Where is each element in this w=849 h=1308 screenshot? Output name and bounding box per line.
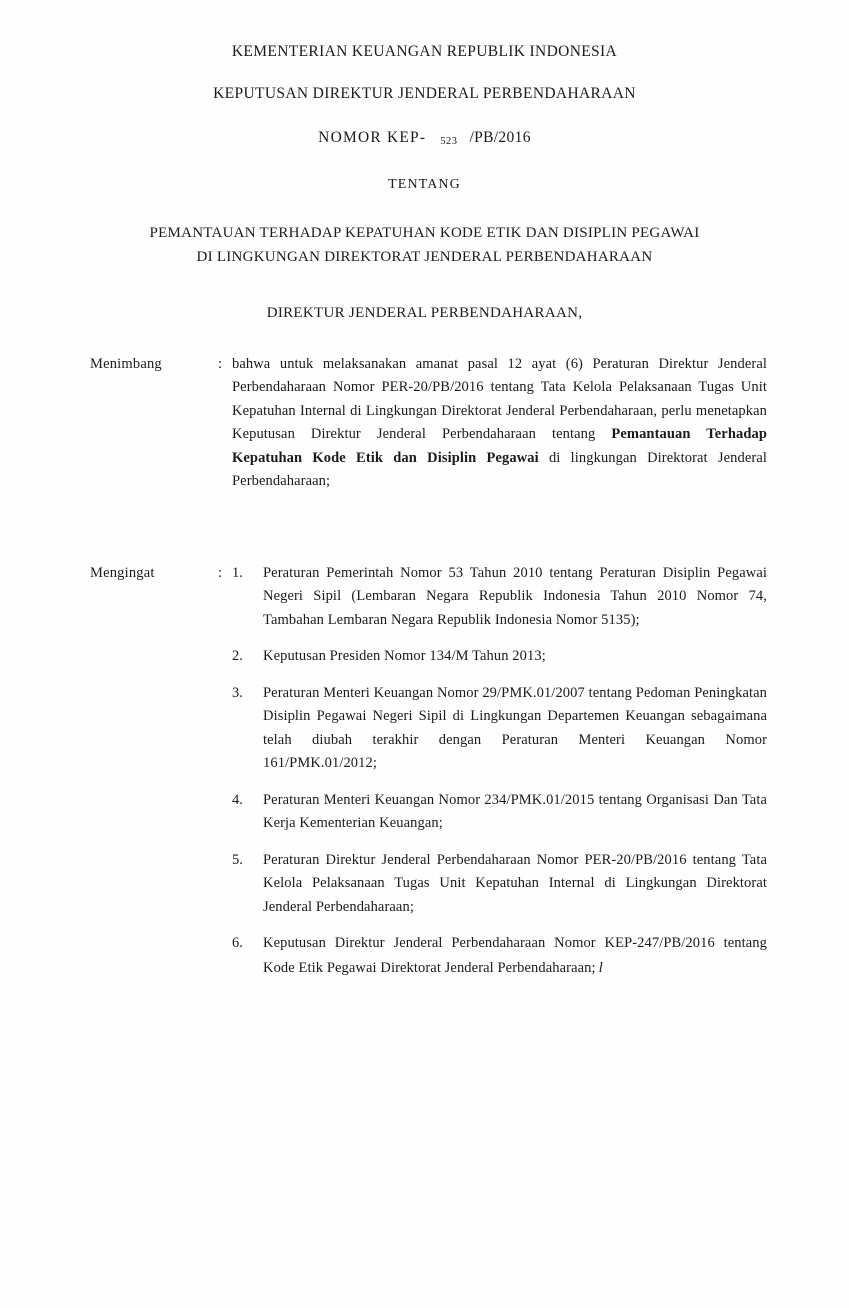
list-item-marker: 5.	[232, 851, 243, 868]
list-item-marker: 6.	[232, 935, 243, 952]
list-item-text: Keputusan Presiden Nomor 134/M Tahun 2013;	[263, 648, 546, 665]
list-item-text: Peraturan Menteri Keuangan Nomor 234/PMK.01/2015 tentang Organisasi Dan Tata Kerja Kementerian Keuangan;	[263, 791, 767, 832]
menimbang-text	[232, 353, 767, 494]
mengingat-clause	[90, 562, 767, 980]
menimbang-text-part-2: di lingkungan Direktorat Jenderal Perbendaharaan;	[232, 449, 767, 490]
list-item-marker: 4.	[232, 791, 243, 808]
menimbang-text-part-1: bahwa untuk melaksanakan amanat pasal 12 ayat (6) Peraturan Direktur Jenderal Perbendaharaan Nomor PER-20/PB/2016 tentang Tata Kelola Pelaksanaan Tugas Unit Kepatuhan Internal di Lingkungan Direktorat Jenderal Perbendaharaan, perlu menetapkan Keputusan Direktur Jenderal Perbendaharaan tentang	[232, 356, 767, 443]
document-subject	[0, 222, 849, 269]
tentang-label: TENTANG	[388, 177, 461, 192]
list-item	[232, 682, 767, 776]
menimbang-text-emphasis: Pemantauan Terhadap Kepatuhan Kode Etik dan Disiplin Pegawai	[232, 426, 768, 466]
list-item	[232, 789, 767, 836]
mengingat-colon: :	[218, 565, 223, 581]
list-item-text: Peraturan Menteri Keuangan Nomor 29/PMK.01/2007 tentang Pedoman Peningkatan Disiplin Pegawai Negeri Sipil di Lingkungan Departemen Keuangan sebagaimana telah diubah terakhir dengan Peraturan Menteri Keuangan Nomor 161/PMK.01/2012;	[263, 684, 767, 772]
document-subject-line-1: PEMANTAUAN TERHADAP KEPATUHAN KODE ETIK DAN DISIPLIN PEGAWAI	[149, 225, 700, 241]
menimbang-clause	[90, 353, 767, 494]
list-item-marker: 1.	[232, 565, 243, 581]
list-item	[232, 932, 767, 980]
document-number-prefix: NOMOR KEP-	[318, 129, 427, 146]
document-number-suffix: /PB/2016	[469, 129, 531, 146]
list-item-text: Peraturan Direktur Jenderal Perbendaharaan Nomor PER-20/PB/2016 tentang Tata Kelola Pelaksanaan Tugas Unit Kepatuhan Internal di Lingkungan Direktorat Jenderal Perbendaharaan;	[263, 851, 767, 915]
document-subject-line-2: DI LINGKUNGAN DIREKTORAT JENDERAL PERBENDAHARAAN	[196, 248, 653, 265]
list-item-marker: 3.	[232, 684, 243, 701]
menimbang-label: Menimbang	[90, 356, 162, 372]
list-item	[232, 562, 767, 632]
handwritten-mark: l	[598, 959, 603, 976]
document-header	[0, 44, 849, 322]
document-number-row	[318, 129, 531, 147]
menimbang-colon: :	[218, 356, 223, 372]
institution-heading: KEMENTERIAN KEUANGAN REPUBLIK INDONESIA	[231, 43, 618, 60]
mengingat-label: Mengingat	[90, 565, 155, 581]
list-item-marker: 2.	[232, 648, 243, 665]
mengingat-list	[232, 562, 767, 980]
document-number-value: 523	[440, 136, 458, 147]
list-item-text-body: Keputusan Direktur Jenderal Perbendaharaan Nomor KEP-247/PB/2016 tentang Kode Etik Pegawai Direktorat Jenderal Perbendaharaan;	[263, 935, 767, 976]
list-item	[232, 645, 767, 668]
list-item-text	[263, 932, 767, 980]
list-item	[232, 849, 767, 919]
list-item-text: Peraturan Pemerintah Nomor 53 Tahun 2010 tentang Peraturan Disiplin Pegawai Negeri Sipil (Lembaran Negara Republik Indonesia Tahun 2010 Nomor 74, Tambahan Lembaran Negara Republik Indonesia Nomor 5135);	[263, 565, 767, 628]
issuing-officer-title: DIREKTUR JENDERAL PERBENDAHARAAN,	[266, 305, 583, 322]
document-type-heading: KEPUTUSAN DIREKTUR JENDERAL PERBENDAHARAAN	[213, 84, 636, 102]
